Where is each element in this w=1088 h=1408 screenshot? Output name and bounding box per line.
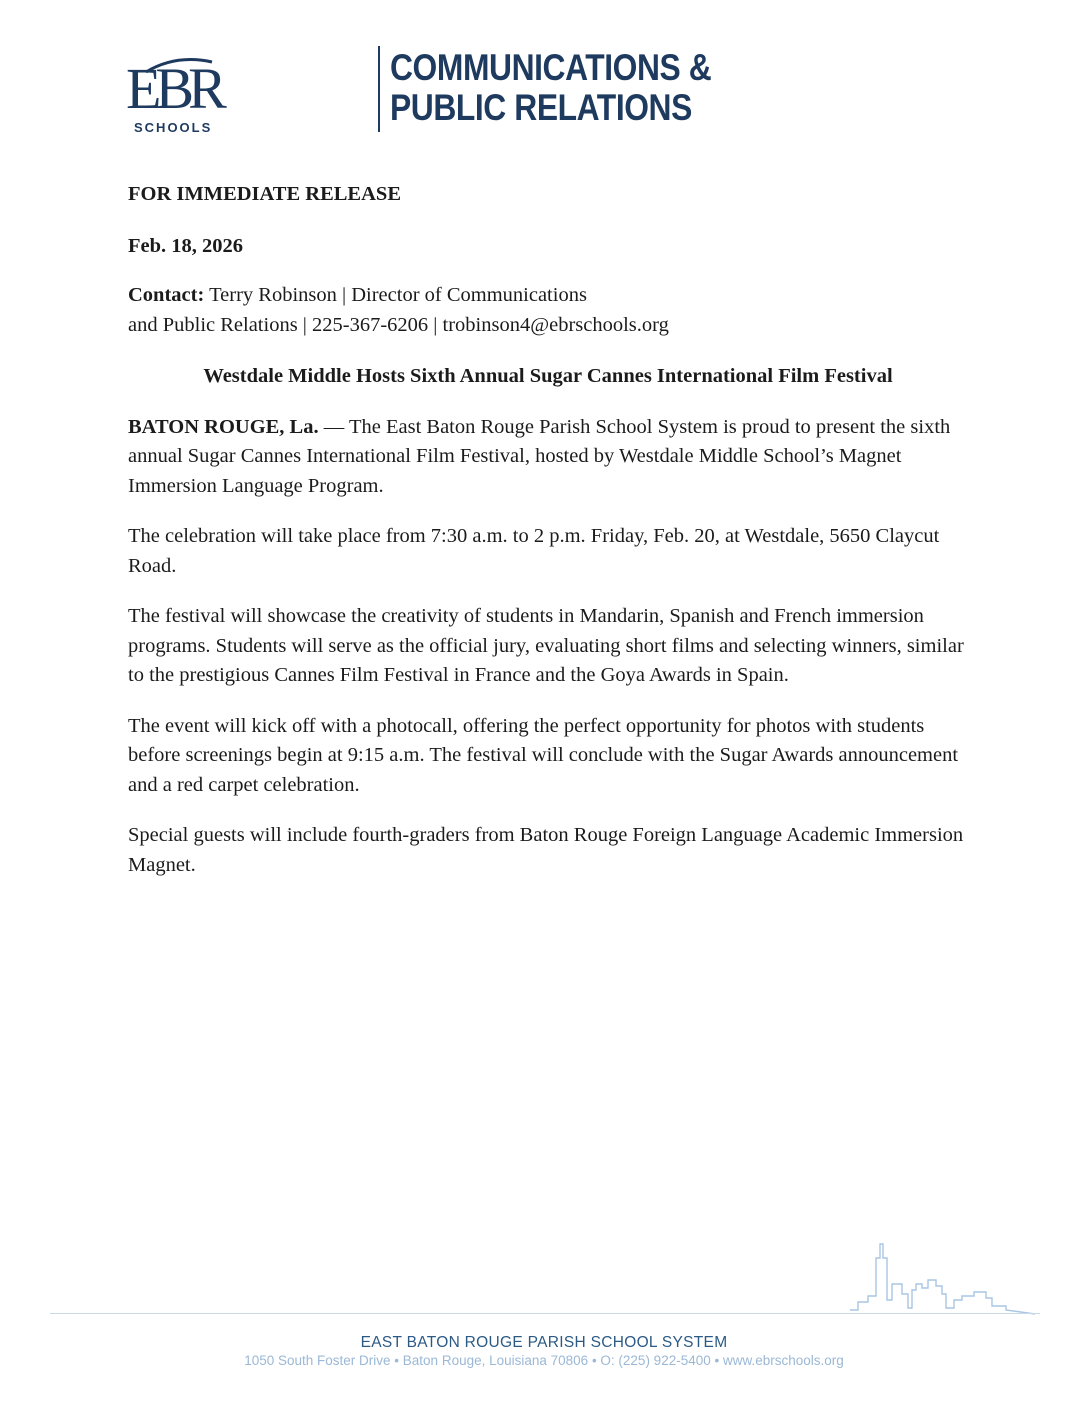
paragraph-4: The event will kick off with a photocall, offering the perfect opportunity for photos with students before screenings begin at 9:15 a.m. The festival will conclude with the Sugar Awards announcement and a red carpet celebration. xyxy=(128,714,959,796)
department-line-1: COMMUNICATIONS & xyxy=(390,47,712,88)
headline: Westdale Middle Hosts Sixth Annual Sugar Cannes International Film Festival xyxy=(203,365,893,387)
city-skyline-icon xyxy=(850,1238,1040,1318)
paragraph-2: The celebration will take place from 7:30 a.m. to 2 p.m. Friday, Feb. 20, at Westdale, 5650 Claycut Road. xyxy=(128,525,940,577)
contact-line-2: and Public Relations | 225-367-6206 | trobinson4@ebrschools.org xyxy=(128,313,669,336)
contact-info xyxy=(128,281,968,340)
release-status: FOR IMMEDIATE RELEASE xyxy=(128,183,401,205)
department-line-2: PUBLIC RELATIONS xyxy=(390,87,692,128)
ebr-logo xyxy=(126,44,712,136)
paragraph-1 xyxy=(128,413,968,502)
dateline: BATON ROUGE, La. xyxy=(128,415,319,438)
paragraph-3: The festival will showcase the creativity of students in Mandarin, Spanish and French immersion programs. Students will serve as the official jury, evaluating short films and selecting winners, similar to the prestigious Cannes Film Festival in France and the Goya Awards in Spain. xyxy=(128,605,964,686)
paragraph-5: Special guests will include fourth-graders from Baton Rouge Foreign Language Academic Immersion Magnet. xyxy=(128,824,964,876)
footer-divider xyxy=(50,1313,1040,1314)
logo-schools: SCHOOLS xyxy=(134,120,213,135)
paragraph-1-text: — The East Baton Rouge Parish School System is proud to present the sixth annual Sugar Cannes International Film Festival, hosted by Westdale Middle School’s Magnet Immersion Language Program. xyxy=(128,415,951,497)
department-title xyxy=(390,48,711,128)
contact-line-1: Terry Robinson | Director of Communications xyxy=(209,284,587,306)
footer-organization: EAST BATON ROUGE PARISH SCHOOL SYSTEM xyxy=(360,1334,728,1351)
logo-letters: EBR xyxy=(126,56,221,121)
contact-label: Contact: xyxy=(128,284,205,306)
footer-address: 1050 South Foster Drive • Baton Rouge, Louisiana 70806 • O: (225) 922-5400 • www.ebrschools.org xyxy=(244,1353,844,1368)
release-date: Feb. 18, 2026 xyxy=(128,234,244,257)
press-release-body xyxy=(128,176,968,880)
logo-divider xyxy=(378,46,380,132)
ebr-logo-icon xyxy=(126,52,242,136)
